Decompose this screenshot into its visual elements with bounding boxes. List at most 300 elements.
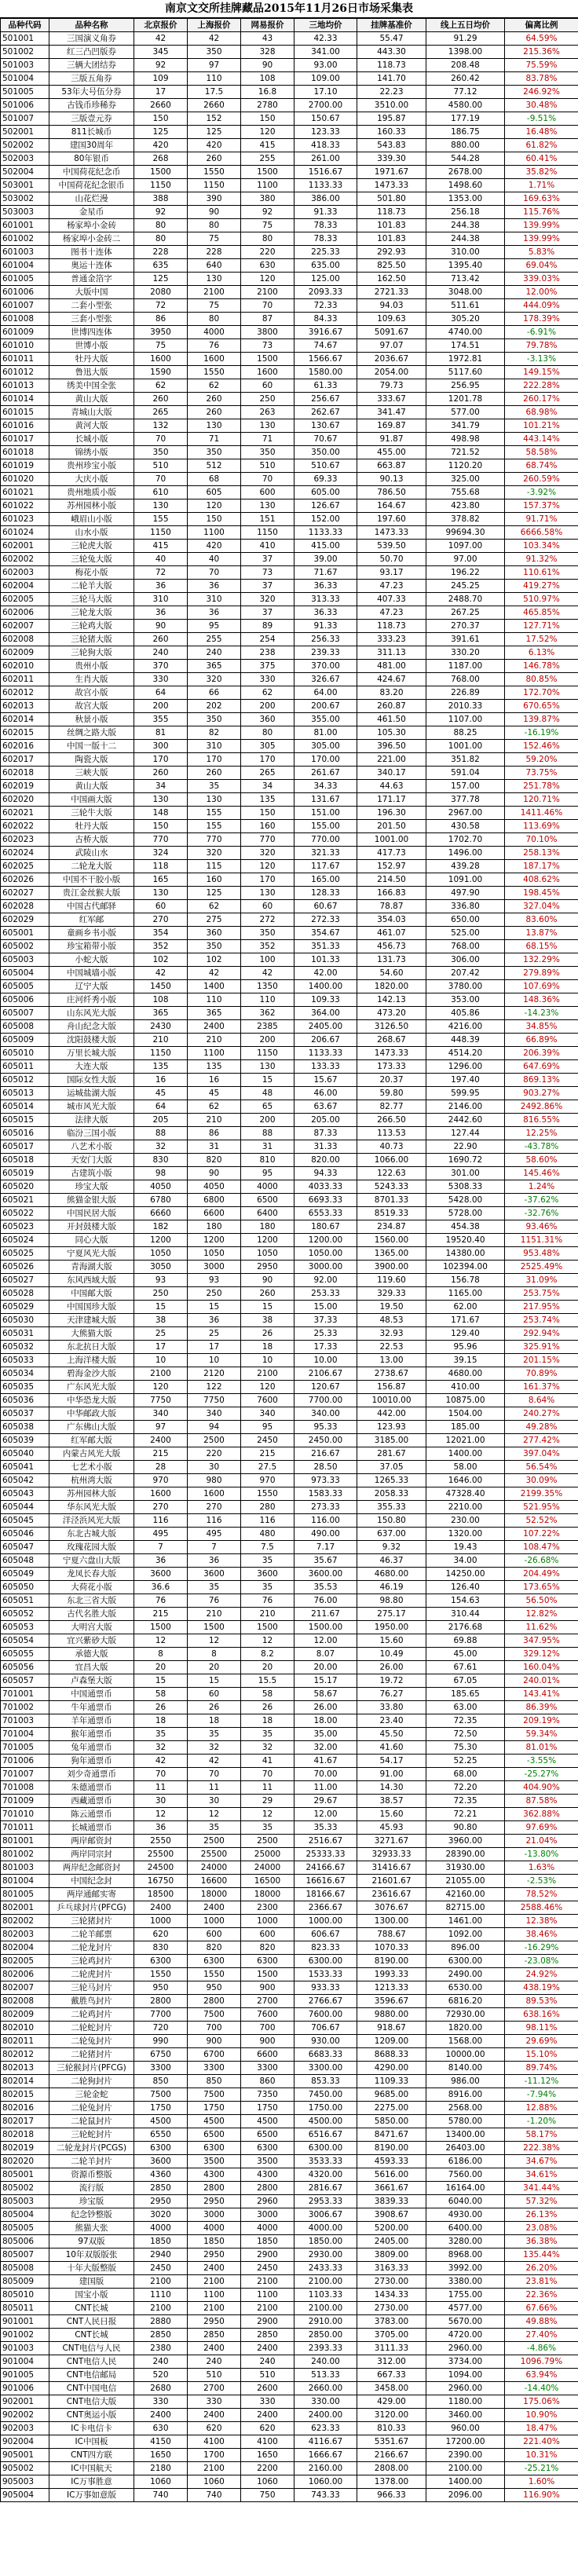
- cell-shanghai: 310: [188, 593, 241, 606]
- cell-name: CNT长城: [49, 2302, 134, 2315]
- cell-code: 805003: [1, 2195, 49, 2208]
- cell-base: 1993.33: [357, 1968, 426, 1981]
- cell-name: 古代名胜大版: [49, 1608, 134, 1621]
- cell-name: 二轮龙封片(PCGS): [49, 2142, 134, 2155]
- cell-name: 沈阳鼓楼大版: [49, 1034, 134, 1047]
- cell-deviation: -23.08%: [505, 1955, 578, 1968]
- cell-netease: 2300: [241, 1901, 294, 1915]
- cell-base: 3185.00: [357, 1434, 426, 1447]
- cell-base: 47.23: [357, 606, 426, 620]
- cell-5day: 301.00: [426, 1167, 505, 1180]
- cell-netease: 215: [241, 1447, 294, 1461]
- cell-shanghai: 94: [188, 1421, 241, 1434]
- cell-name: 开封鼓楼大版: [49, 1220, 134, 1234]
- cell-5day: 378.82: [426, 513, 505, 526]
- cell-5day: 256.95: [426, 379, 505, 393]
- cell-code: 605008: [1, 1020, 49, 1034]
- cell-deviation: 79.78%: [505, 339, 578, 353]
- cell-base: 13.00: [357, 1354, 426, 1367]
- cell-code: 802017: [1, 2115, 49, 2128]
- cell-deviation: 201.15%: [505, 1354, 578, 1367]
- cell-avg: 117.67: [294, 860, 357, 873]
- table-row: [1, 740, 578, 753]
- cell-avg: 415.00: [294, 540, 357, 553]
- cell-deviation: 172.70%: [505, 686, 578, 700]
- cell-deviation: 215.36%: [505, 46, 578, 59]
- cell-5day: 177.19: [426, 112, 505, 126]
- table-row: [1, 1728, 578, 1741]
- cell-beijing: 108: [134, 993, 188, 1007]
- table-row: [1, 847, 578, 860]
- cell-code: 605028: [1, 1287, 49, 1301]
- cell-name: 三套小型张: [49, 313, 134, 326]
- cell-netease: 6400: [241, 1207, 294, 1220]
- cell-deviation: 91.71%: [505, 513, 578, 526]
- table-row: [1, 1528, 578, 1541]
- cell-beijing: 6660: [134, 1207, 188, 1220]
- cell-base: 47.23: [357, 580, 426, 593]
- cell-shanghai: 60: [188, 1688, 241, 1701]
- cell-netease: 10: [241, 1354, 294, 1367]
- cell-beijing: 70: [134, 473, 188, 486]
- table-row: [1, 1007, 578, 1020]
- cell-name: 三轮猪大版: [49, 633, 134, 646]
- cell-deviation: -16.29%: [505, 1941, 578, 1955]
- cell-shanghai: 82: [188, 726, 241, 740]
- cell-5day: 4580.00: [426, 99, 505, 112]
- cell-5day: 72.20: [426, 1781, 505, 1795]
- cell-avg: 116.00: [294, 1514, 357, 1528]
- cell-shanghai: 2950: [188, 2249, 241, 2262]
- cell-deviation: 58.17%: [505, 2128, 578, 2142]
- price-table: [0, 18, 578, 2502]
- cell-deviation: 56.50%: [505, 1594, 578, 1608]
- cell-5day: 2960.00: [426, 2342, 505, 2355]
- cell-beijing: 2180: [134, 2462, 188, 2475]
- cell-base: 539.50: [357, 540, 426, 553]
- cell-beijing: 1500: [134, 1621, 188, 1634]
- cell-shanghai: 210: [188, 1114, 241, 1127]
- cell-deviation: 217.95%: [505, 1301, 578, 1314]
- cell-beijing: 130: [134, 887, 188, 900]
- cell-5day: 19520.40: [426, 1234, 505, 1247]
- cell-base: 23616.67: [357, 1888, 426, 1901]
- cell-shanghai: 125: [188, 126, 241, 139]
- cell-avg: 12.00: [294, 1808, 357, 1821]
- table-row: [1, 1074, 578, 1087]
- cell-5day: 72.35: [426, 1714, 505, 1728]
- cell-name: 内蒙古风光大版: [49, 1447, 134, 1461]
- cell-deviation: 116.90%: [505, 2489, 578, 2502]
- cell-base: 3111.33: [357, 2342, 426, 2355]
- cell-avg: 386.00: [294, 192, 357, 206]
- cell-avg: 605.00: [294, 486, 357, 499]
- cell-base: 3661.67: [357, 2182, 426, 2195]
- cell-5day: 174.51: [426, 339, 505, 353]
- cell-name: 乒乓球封片(PFCG): [49, 1901, 134, 1915]
- cell-shanghai: 12: [188, 1634, 241, 1648]
- cell-beijing: 354: [134, 927, 188, 940]
- cell-avg: 510.67: [294, 459, 357, 473]
- table-row: [1, 967, 578, 980]
- cell-netease: 2400: [241, 2342, 294, 2355]
- cell-avg: 1533.33: [294, 1968, 357, 1981]
- cell-code: 605002: [1, 940, 49, 953]
- cell-base: 101.83: [357, 232, 426, 246]
- cell-deviation: 12.00%: [505, 286, 578, 299]
- cell-code: 605005: [1, 980, 49, 993]
- cell-base: 1213.33: [357, 1981, 426, 1995]
- cell-base: 266.50: [357, 1114, 426, 1127]
- cell-avg: 155.00: [294, 820, 357, 833]
- cell-code: 802016: [1, 2102, 49, 2115]
- cell-avg: 2093.33: [294, 286, 357, 299]
- cell-avg: 6693.33: [294, 1194, 357, 1207]
- cell-base: 1473.33: [357, 526, 426, 540]
- cell-name: 古钱币珍稀券: [49, 99, 134, 112]
- table-row: [1, 1474, 578, 1487]
- cell-base: 341.47: [357, 406, 426, 419]
- cell-shanghai: 75: [188, 232, 241, 246]
- cell-name: 苏州园林小版: [49, 499, 134, 513]
- table-row: [1, 566, 578, 580]
- cell-avg: 239.33: [294, 646, 357, 660]
- cell-5day: 896.00: [426, 1941, 505, 1955]
- cell-shanghai: 2660: [188, 99, 241, 112]
- cell-netease: 510: [241, 2369, 294, 2382]
- cell-5day: 544.28: [426, 152, 505, 166]
- cell-5day: 34.00: [426, 1554, 505, 1568]
- cell-deviation: 12.25%: [505, 1127, 578, 1140]
- cell-shanghai: 16600: [188, 1875, 241, 1888]
- cell-avg: 128.33: [294, 887, 357, 900]
- cell-base: 48.53: [357, 1314, 426, 1327]
- cell-base: 119.60: [357, 1274, 426, 1287]
- cell-beijing: 90: [134, 620, 188, 633]
- cell-shanghai: 1600: [188, 1487, 241, 1501]
- cell-beijing: 6550: [134, 2128, 188, 2142]
- cell-netease: 160: [241, 820, 294, 833]
- cell-avg: 513.33: [294, 2369, 357, 2382]
- cell-base: 260.87: [357, 700, 426, 713]
- cell-beijing: 116: [134, 1514, 188, 1528]
- cell-deviation: -3.55%: [505, 1755, 578, 1768]
- cell-deviation: 13.87%: [505, 927, 578, 940]
- table-row: [1, 433, 578, 446]
- cell-beijing: 630: [134, 2422, 188, 2435]
- cell-name: 53年大号伍分券: [49, 86, 134, 99]
- cell-avg: 1580.00: [294, 366, 357, 379]
- cell-shanghai: 2100: [188, 2462, 241, 2475]
- cell-code: 902004: [1, 2435, 49, 2449]
- cell-deviation: -32.76%: [505, 1207, 578, 1220]
- cell-base: 268.67: [357, 1034, 426, 1047]
- cell-code: 501007: [1, 112, 49, 126]
- cell-name: 大明宫大版: [49, 1621, 134, 1634]
- table-row: [1, 446, 578, 459]
- cell-code: 601017: [1, 433, 49, 446]
- cell-beijing: 36.6: [134, 1581, 188, 1594]
- cell-5day: 129.40: [426, 1327, 505, 1341]
- cell-avg: 7450.00: [294, 2088, 357, 2102]
- table-row: [1, 1554, 578, 1568]
- cell-avg: 17.33: [294, 1341, 357, 1354]
- table-row: [1, 139, 578, 152]
- cell-netease: 330: [241, 673, 294, 686]
- cell-netease: 2200: [241, 2462, 294, 2475]
- cell-shanghai: 130: [188, 793, 241, 807]
- cell-5day: 2960.00: [426, 2382, 505, 2395]
- cell-avg: 321.33: [294, 847, 357, 860]
- cell-5day: 42160.00: [426, 1888, 505, 1901]
- cell-name: 中国通票币: [49, 1688, 134, 1701]
- table-row: [1, 1194, 578, 1207]
- cell-name: 玫瑰花园大版: [49, 1541, 134, 1554]
- cell-name: 二轮兔封片: [49, 2102, 134, 2115]
- cell-netease: 12: [241, 1808, 294, 1821]
- cell-beijing: 355: [134, 713, 188, 726]
- cell-netease: 8.2: [241, 1648, 294, 1661]
- cell-name: 牡丹大版: [49, 820, 134, 833]
- cell-netease: 362: [241, 1007, 294, 1020]
- cell-shanghai: 93: [188, 1274, 241, 1287]
- cell-beijing: 36: [134, 1554, 188, 1568]
- cell-avg: 61.33: [294, 379, 357, 393]
- cell-beijing: 324: [134, 847, 188, 860]
- cell-5day: 4680.00: [426, 1367, 505, 1381]
- cell-deviation: 58.58%: [505, 446, 578, 459]
- cell-netease: 6500: [241, 1194, 294, 1207]
- cell-netease: 272: [241, 913, 294, 927]
- cell-name: 卢森堡大版: [49, 1674, 134, 1688]
- cell-netease: 2450: [241, 2262, 294, 2275]
- cell-name: 山东风光大版: [49, 1007, 134, 1020]
- col-header-avg: 三地均价: [294, 19, 357, 32]
- cell-5day: 6816.20: [426, 1995, 505, 2008]
- cell-shanghai: 1150: [188, 179, 241, 192]
- table-row: [1, 793, 578, 807]
- cell-code: 602004: [1, 580, 49, 593]
- cell-base: 37.05: [357, 1461, 426, 1474]
- cell-code: 601014: [1, 393, 49, 406]
- cell-shanghai: 86: [188, 1127, 241, 1140]
- cell-code: 701001: [1, 1688, 49, 1701]
- cell-beijing: 1110: [134, 2289, 188, 2302]
- cell-name: 三轮马大版: [49, 593, 134, 606]
- cell-name: 临汾三国小版: [49, 1127, 134, 1140]
- cell-5day: 6300.00: [426, 1955, 505, 1968]
- cell-deviation: 70.89%: [505, 1367, 578, 1381]
- cell-name: 洋泾浜风光大版: [49, 1514, 134, 1528]
- cell-shanghai: 25500: [188, 1848, 241, 1861]
- table-row: [1, 179, 578, 192]
- cell-netease: 24000: [241, 1861, 294, 1875]
- cell-beijing: 93: [134, 1274, 188, 1287]
- cell-name: 80年银币: [49, 152, 134, 166]
- cell-shanghai: 36: [188, 606, 241, 620]
- cell-5day: 260.42: [426, 72, 505, 86]
- cell-beijing: 92: [134, 206, 188, 219]
- cell-name: 珍宝箱带小版: [49, 940, 134, 953]
- cell-deviation: 34.67%: [505, 2155, 578, 2168]
- cell-base: 5850.00: [357, 2115, 426, 2128]
- cell-beijing: 40: [134, 553, 188, 566]
- cell-shanghai: 320: [188, 673, 241, 686]
- cell-code: 602008: [1, 633, 49, 646]
- cell-5day: 5728.00: [426, 1207, 505, 1220]
- cell-deviation: 253.74%: [505, 1314, 578, 1327]
- table-row: [1, 860, 578, 873]
- table-row: [1, 660, 578, 673]
- cell-name: 三轮龙大版: [49, 606, 134, 620]
- cell-name: 两岸纪念邮资封: [49, 1861, 134, 1875]
- cell-netease: 37: [241, 580, 294, 593]
- cell-avg: 1050.00: [294, 1247, 357, 1261]
- cell-netease: 4000: [241, 1180, 294, 1194]
- table-row: [1, 780, 578, 793]
- cell-code: 602017: [1, 753, 49, 767]
- cell-avg: 490.00: [294, 1528, 357, 1541]
- cell-netease: 15.5: [241, 1674, 294, 1688]
- cell-avg: 2393.33: [294, 2342, 357, 2355]
- cell-shanghai: 350: [188, 446, 241, 459]
- cell-base: 131.73: [357, 953, 426, 967]
- cell-beijing: 2100: [134, 2275, 188, 2289]
- cell-avg: 180.67: [294, 1220, 357, 1234]
- cell-avg: 6300.00: [294, 1955, 357, 1968]
- cell-base: 417.73: [357, 847, 426, 860]
- cell-netease: 1000: [241, 1915, 294, 1928]
- cell-shanghai: 260: [188, 393, 241, 406]
- cell-code: 602018: [1, 767, 49, 780]
- cell-name: CNT奥运小版: [49, 2409, 134, 2422]
- cell-netease: 42: [241, 967, 294, 980]
- cell-name: 97双版: [49, 2235, 134, 2249]
- cell-shanghai: 24000: [188, 1861, 241, 1875]
- cell-beijing: 42: [134, 1755, 188, 1768]
- cell-avg: 152.00: [294, 513, 357, 526]
- cell-netease: 6600: [241, 2048, 294, 2062]
- cell-shanghai: 160: [188, 873, 241, 887]
- cell-code: 601015: [1, 406, 49, 419]
- cell-deviation: 670.65%: [505, 700, 578, 713]
- cell-code: 601008: [1, 313, 49, 326]
- cell-base: 333.67: [357, 393, 426, 406]
- cell-5day: 2210.00: [426, 1501, 505, 1514]
- cell-deviation: -25.27%: [505, 1768, 578, 1781]
- cell-beijing: 125: [134, 273, 188, 286]
- cell-name: 二轮龙封片: [49, 1941, 134, 1955]
- cell-beijing: 1000: [134, 1915, 188, 1928]
- cell-avg: 1103.33: [294, 2289, 357, 2302]
- cell-shanghai: 42: [188, 1755, 241, 1768]
- cell-netease: 7600: [241, 1394, 294, 1407]
- cell-base: 3126.50: [357, 1020, 426, 1034]
- cell-netease: 220: [241, 246, 294, 259]
- cell-name: 广东风光大版: [49, 1381, 134, 1394]
- cell-avg: 272.33: [294, 913, 357, 927]
- cell-name: 二轮虎封片: [49, 1968, 134, 1981]
- cell-code: 605035: [1, 1381, 49, 1394]
- cell-beijing: 42: [134, 967, 188, 980]
- cell-beijing: 3300: [134, 2062, 188, 2075]
- cell-5day: 330.20: [426, 646, 505, 660]
- cell-base: 1950.00: [357, 1621, 426, 1634]
- cell-base: 5091.67: [357, 326, 426, 339]
- cell-name: 牛年通票币: [49, 1701, 134, 1714]
- cell-shanghai: 170: [188, 753, 241, 767]
- cell-beijing: 352: [134, 940, 188, 953]
- cell-name: 大版中国: [49, 286, 134, 299]
- cell-base: 109.63: [357, 313, 426, 326]
- cell-netease: 88: [241, 1127, 294, 1140]
- cell-beijing: 7500: [134, 2088, 188, 2102]
- cell-netease: 2100: [241, 1367, 294, 1381]
- cell-5day: 6400.00: [426, 2222, 505, 2235]
- cell-name: 三国演义角券: [49, 32, 134, 46]
- cell-netease: 95: [241, 1167, 294, 1180]
- cell-netease: 27.5: [241, 1461, 294, 1474]
- cell-beijing: 35: [134, 1728, 188, 1741]
- cell-name: 古建筑小版: [49, 1167, 134, 1180]
- cell-5day: 591.04: [426, 767, 505, 780]
- cell-beijing: 260: [134, 633, 188, 646]
- cell-name: 三轮马封片: [49, 1981, 134, 1995]
- cell-5day: 2390.00: [426, 2449, 505, 2462]
- cell-shanghai: 4300: [188, 2168, 241, 2182]
- cell-5day: 497.90: [426, 887, 505, 900]
- cell-shanghai: 122: [188, 1381, 241, 1394]
- cell-beijing: 415: [134, 540, 188, 553]
- cell-netease: 120: [241, 1381, 294, 1394]
- cell-deviation: 26.20%: [505, 2262, 578, 2275]
- cell-code: 801002: [1, 1848, 49, 1861]
- cell-shanghai: 42: [188, 32, 241, 46]
- cell-shanghai: 820: [188, 1941, 241, 1955]
- cell-name: 武陵山水: [49, 847, 134, 860]
- cell-shanghai: 1550: [188, 366, 241, 379]
- cell-netease: 630: [241, 259, 294, 273]
- cell-5day: 5780.00: [426, 2115, 505, 2128]
- cell-5day: 6040.00: [426, 2195, 505, 2208]
- cell-code: 605013: [1, 1087, 49, 1100]
- cell-beijing: 345: [134, 46, 188, 59]
- cell-netease: 3500: [241, 2155, 294, 2168]
- cell-netease: 120: [241, 860, 294, 873]
- table-row: [1, 553, 578, 566]
- cell-beijing: 265: [134, 406, 188, 419]
- cell-deviation: 443.14%: [505, 433, 578, 446]
- cell-5day: 72.50: [426, 1728, 505, 1741]
- cell-code: 605054: [1, 1634, 49, 1648]
- table-row: [1, 59, 578, 72]
- cell-5day: 58.00: [426, 1461, 505, 1474]
- cell-avg: 17.10: [294, 86, 357, 99]
- cell-base: 2721.33: [357, 286, 426, 299]
- cell-beijing: 12: [134, 1808, 188, 1821]
- cell-beijing: 4150: [134, 2435, 188, 2449]
- cell-base: 1378.00: [357, 2475, 426, 2489]
- cell-base: 2405.00: [357, 2235, 426, 2249]
- cell-base: 234.87: [357, 1220, 426, 1234]
- cell-deviation: 57.32%: [505, 2195, 578, 2208]
- cell-avg: 4033.33: [294, 1180, 357, 1194]
- cell-base: 122.63: [357, 1167, 426, 1180]
- table-row: [1, 686, 578, 700]
- table-row: [1, 166, 578, 179]
- cell-code: 605031: [1, 1327, 49, 1341]
- cell-avg: 16616.67: [294, 1875, 357, 1888]
